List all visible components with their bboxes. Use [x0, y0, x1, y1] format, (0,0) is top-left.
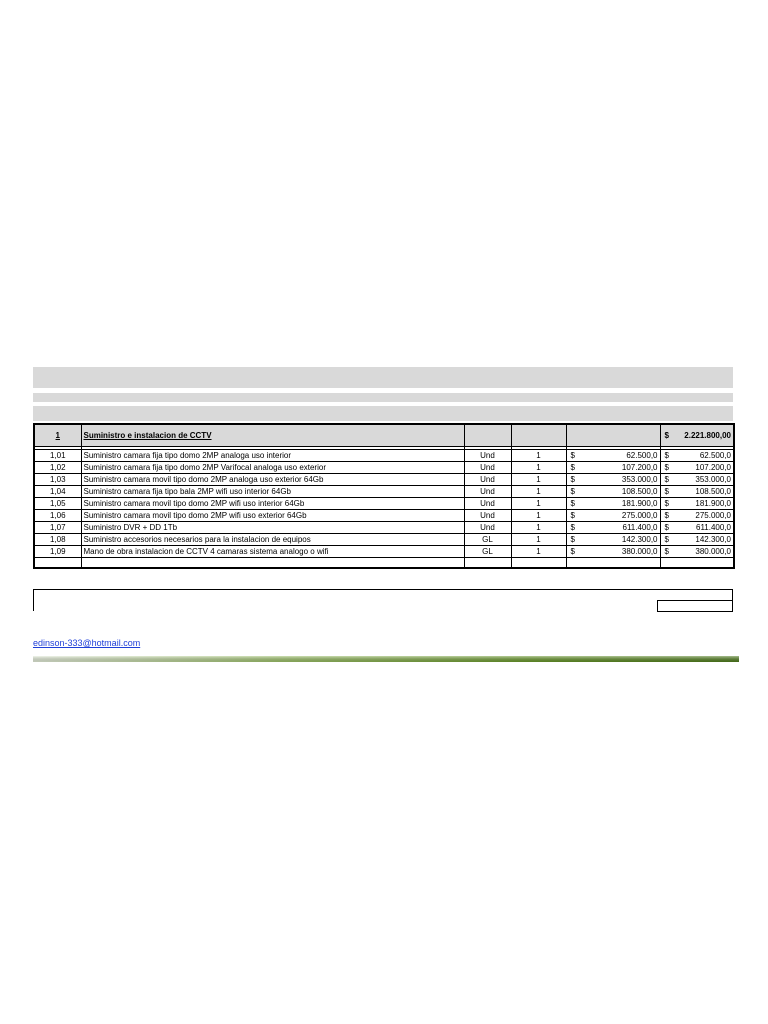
item-code: 1,08: [34, 534, 81, 546]
item-code: 1,03: [34, 474, 81, 486]
item-subtotal-currency: $: [664, 451, 669, 460]
item-code: 1,01: [34, 450, 81, 462]
item-code: 1,06: [34, 510, 81, 522]
item-unit-price-cell: [566, 534, 660, 546]
item-unit: Und: [464, 486, 511, 498]
item-description: Suministro camara fija tipo domo 2MP Varifocal analoga uso exterior: [81, 462, 464, 474]
item-unit-price-cell: [566, 474, 660, 486]
item-unit-price: 107.200,0: [621, 463, 658, 472]
item-subtotal-cell: [660, 474, 734, 486]
item-code: 1,05: [34, 498, 81, 510]
item-unit-price: 353.000,0: [621, 475, 658, 484]
item-row: [34, 546, 734, 558]
header-band-bottom: [33, 406, 733, 421]
item-quantity: 1: [511, 534, 566, 546]
section-qty-cell: [511, 424, 566, 447]
item-unit-price-cell: [566, 522, 660, 534]
item-quantity: 1: [511, 462, 566, 474]
item-subtotal: 353.000,0: [695, 475, 731, 484]
item-row: [34, 522, 734, 534]
item-subtotal-currency: $: [664, 475, 669, 484]
item-unit-price: 181.900,0: [621, 499, 658, 508]
item-quantity: 1: [511, 450, 566, 462]
item-code: 1,09: [34, 546, 81, 558]
item-unit-price: 142.300,0: [621, 535, 658, 544]
item-unit: Und: [464, 522, 511, 534]
header-band-middle: [33, 393, 733, 402]
section-price-cell: [566, 424, 660, 447]
item-subtotal-currency: $: [664, 463, 669, 472]
item-unit-price: 108.500,0: [621, 487, 658, 496]
item-subtotal-cell: [660, 522, 734, 534]
item-unit-price-currency: $: [570, 535, 575, 544]
grand-total-cell: [657, 600, 733, 612]
item-row: [34, 450, 734, 462]
item-unit-price: 611.400,0: [622, 523, 658, 532]
budget-table: [33, 423, 735, 569]
item-subtotal-cell: [660, 498, 734, 510]
item-quantity: 1: [511, 510, 566, 522]
item-unit-price-currency: $: [570, 463, 575, 472]
section-number: 1: [34, 424, 81, 447]
section-total-cell: [660, 424, 734, 447]
item-description: Suministro accesorios necesarios para la instalacion de equipos: [81, 534, 464, 546]
item-description: Suministro camara fija tipo domo 2MP analoga uso interior: [81, 450, 464, 462]
item-row: [34, 486, 734, 498]
item-unit-price-cell: [566, 498, 660, 510]
item-subtotal: 62.500,0: [699, 451, 731, 460]
item-subtotal-currency: $: [664, 487, 669, 496]
item-description: Suministro DVR + DD 1Tb: [81, 522, 464, 534]
item-quantity: 1: [511, 546, 566, 558]
item-unit-price-cell: [566, 486, 660, 498]
item-description: Suministro camara movil tipo domo 2MP wifi uso exterior 64Gb: [81, 510, 464, 522]
item-subtotal: 181.900,0: [695, 499, 731, 508]
section-total-currency: $: [664, 431, 669, 440]
item-description: Suministro camara fija tipo bala 2MP wifi uso interior 64Gb: [81, 486, 464, 498]
item-unit-price-currency: $: [570, 475, 575, 484]
blank-row: [34, 558, 734, 569]
item-subtotal-cell: [660, 462, 734, 474]
item-subtotal-cell: [660, 534, 734, 546]
item-unit-price-currency: $: [570, 547, 575, 556]
item-quantity: 1: [511, 498, 566, 510]
item-row: [34, 462, 734, 474]
item-subtotal-currency: $: [664, 523, 669, 532]
summary-box: [33, 589, 733, 611]
item-description: Suministro camara movil tipo domo 2MP analoga uso exterior 64Gb: [81, 474, 464, 486]
item-subtotal-cell: [660, 546, 734, 558]
item-unit-price-currency: $: [570, 451, 575, 460]
item-subtotal: 108.500,0: [695, 487, 731, 496]
item-subtotal-currency: $: [664, 535, 669, 544]
contact-email-link[interactable]: edinson-333@hotmail.com: [33, 638, 141, 648]
item-row: [34, 498, 734, 510]
item-quantity: 1: [511, 486, 566, 498]
item-unit: Und: [464, 450, 511, 462]
item-unit-price-currency: $: [570, 523, 575, 532]
item-unit-price-cell: [566, 450, 660, 462]
item-row: [34, 534, 734, 546]
section-unit-cell: [464, 424, 511, 447]
item-code: 1,02: [34, 462, 81, 474]
item-subtotal: 611.400,0: [696, 523, 731, 532]
item-unit: GL: [464, 546, 511, 558]
item-subtotal-currency: $: [664, 547, 669, 556]
section-total-value: 2.221.800,00: [684, 431, 731, 440]
item-unit: Und: [464, 462, 511, 474]
item-row: [34, 510, 734, 522]
item-subtotal: 275.000,0: [695, 511, 731, 520]
item-unit-price-currency: $: [570, 487, 575, 496]
item-unit-price-cell: [566, 510, 660, 522]
item-subtotal: 142.300,0: [695, 535, 731, 544]
item-subtotal-cell: [660, 450, 734, 462]
section-row: [34, 424, 734, 447]
item-code: 1,04: [34, 486, 81, 498]
item-unit: Und: [464, 474, 511, 486]
item-unit-price-cell: [566, 462, 660, 474]
item-quantity: 1: [511, 522, 566, 534]
item-unit-price-currency: $: [570, 499, 575, 508]
item-subtotal-currency: $: [664, 511, 669, 520]
item-unit-price: 62.500,0: [626, 451, 658, 460]
item-unit-price: 380.000,0: [621, 547, 658, 556]
section-title: Suministro e instalacion de CCTV: [81, 424, 464, 447]
item-subtotal-cell: [660, 486, 734, 498]
item-unit-price-currency: $: [570, 511, 575, 520]
item-unit: Und: [464, 498, 511, 510]
item-quantity: 1: [511, 474, 566, 486]
item-subtotal-cell: [660, 510, 734, 522]
item-row: [34, 474, 734, 486]
item-subtotal: 380.000,0: [695, 547, 731, 556]
item-unit-price-cell: [566, 546, 660, 558]
item-unit: Und: [464, 510, 511, 522]
header-band-top: [33, 367, 733, 388]
item-subtotal: 107.200,0: [695, 463, 731, 472]
footer-decoration-bar: [33, 655, 739, 664]
item-code: 1,07: [34, 522, 81, 534]
item-description: Suministro camara movil tipo domo 2MP wifi uso interior 64Gb: [81, 498, 464, 510]
item-subtotal-currency: $: [664, 499, 669, 508]
item-unit: GL: [464, 534, 511, 546]
item-unit-price: 275.000,0: [621, 511, 658, 520]
item-description: Mano de obra instalacion de CCTV 4 camaras sistema analogo o wifi: [81, 546, 464, 558]
